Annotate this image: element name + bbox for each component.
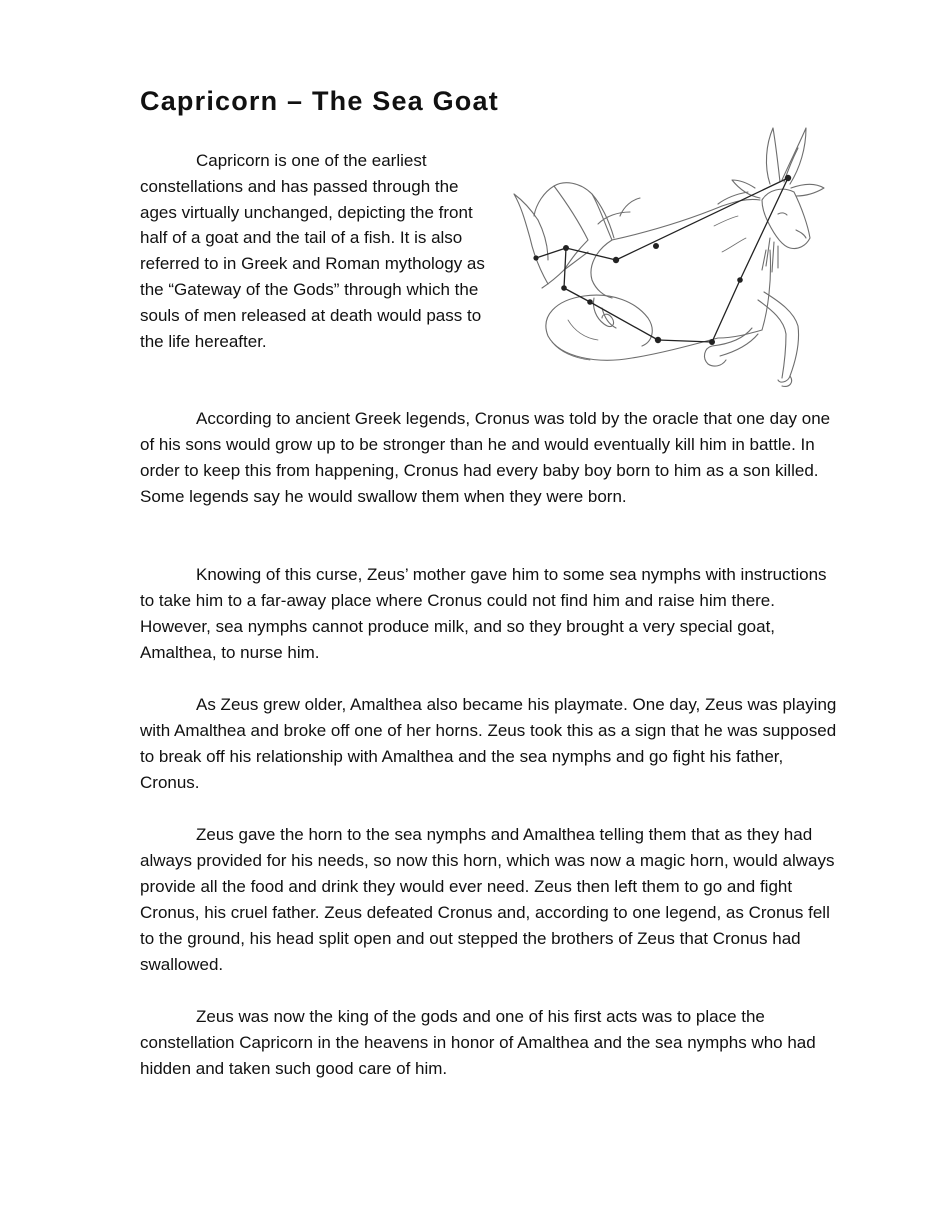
paragraph-constellation-honor: Zeus was now the king of the gods and one of his first acts was to place the constellation Capricorn in the heavens in honor of Amalthea and the sea nymphs who had hidden and taken such good care of him. [140,1007,816,1078]
intro-paragraph: Capricorn is one of the earliest constellations and has passed through the ages virtually unchanged, depicting the front half of a goat and the tail of a fish. It is also referred to in Greek and Roman mythology as the “Gateway of the Gods” through which the souls of men released at death would pass to the life hereafter. [140,151,485,351]
paragraph-sea-nymphs: Knowing of this curse, Zeus’ mother gave him to some sea nymphs with instructions to take him to a far-away place where Cronus could not find him and raise him there. However, sea nymphs cannot produce milk, and so they brought a very special goat, Amalthea, to nurse him. [140,565,827,662]
paragraph-amalthea-horn: As Zeus grew older, Amalthea also became his playmate. One day, Zeus was playing with Amalthea and broke off one of her horns. Zeus took this as a sign that he was supposed to break off his relationship with Amalthea and the sea nymphs and go fight his father, Cronus. [140,695,837,792]
paragraph-cronus-oracle: According to ancient Greek legends, Cronus was told by the oracle that one day one of his sons would grow up to be stronger than he and would eventually kill him in battle. In order to keep this from happening, Cronus had every baby boy born to him as a son killed. Some legends say he would swallow them when they were born. [140,409,831,506]
paragraph-magic-horn: Zeus gave the horn to the sea nymphs and Amalthea telling them that as they had always provided for his needs, so now this horn, which was now a magic horn, would always provide all the food and drink they would ever need. Zeus then left them to go and fight Cronus, his cruel father. Zeus defeated Cronus and, according to one legend, as Cronus fell to the ground, his head split open and out stepped the brothers of Zeus that Cronus had swallowed. [140,825,835,974]
page-title: Capricorn – The Sea Goat [140,86,499,116]
capricorn-constellation-illustration [508,120,834,392]
